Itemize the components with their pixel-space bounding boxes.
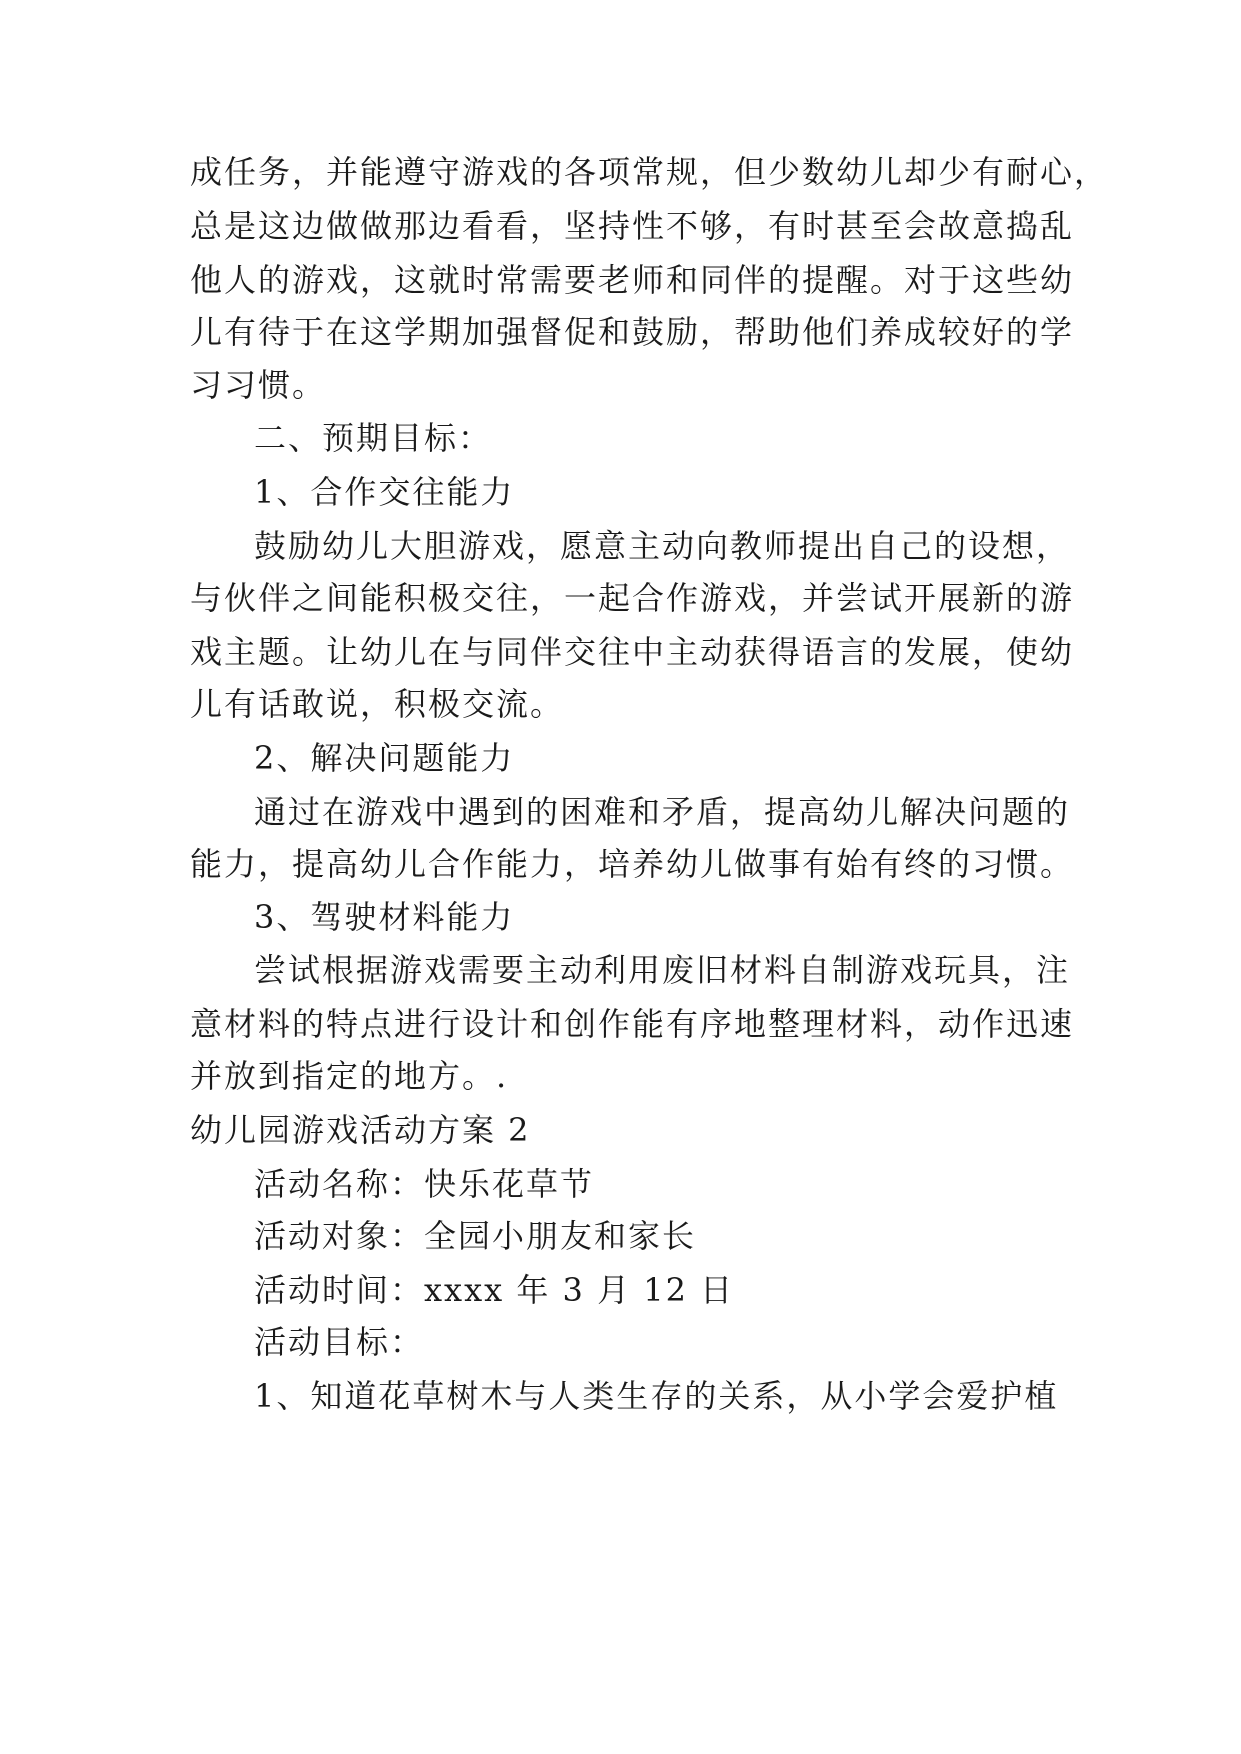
- body-text-line: 鼓励幼儿大胆游戏，愿意主动向教师提出自己的设想，: [254, 527, 1071, 565]
- body-text-line: 与伙伴之间能积极交往，一起合作游戏，并尝试开展新的游: [190, 579, 1075, 617]
- subsection-heading: 2、解决问题能力: [254, 739, 515, 777]
- body-text-line: 习习惯。: [190, 366, 327, 404]
- activity-audience: 活动对象：全园小朋友和家长: [254, 1217, 697, 1255]
- body-text-line: 尝试根据游戏需要主动利用废旧材料自制游戏玩具，注: [254, 951, 1071, 989]
- body-text-line: 意材料的特点进行设计和创作能有序地整理材料，动作迅速: [190, 1005, 1075, 1043]
- body-text-line: 成任务，并能遵守游戏的各项常规，但少数幼儿却少有耐心，: [190, 153, 1109, 191]
- activity-time: 活动时间：xxxx 年 3 月 12 日: [254, 1271, 735, 1309]
- body-text-line: 儿有待于在这学期加强督促和鼓励，帮助他们养成较好的学: [190, 313, 1075, 351]
- subsection-heading: 1、合作交往能力: [254, 473, 515, 511]
- body-text-line: 儿有话敢说，积极交流。: [190, 685, 565, 723]
- section-heading: 二、预期目标：: [254, 419, 493, 457]
- document-title: 幼儿园游戏活动方案 2: [190, 1111, 531, 1149]
- activity-name: 活动名称：快乐花草节: [254, 1165, 595, 1203]
- body-text-line: 1、知道花草树木与人类生存的关系，从小学会爱护植: [254, 1377, 1059, 1415]
- body-text-line: 能力，提高幼儿合作能力，培养幼儿做事有始有终的习惯。: [190, 845, 1075, 883]
- activity-goals-heading: 活动目标：: [254, 1323, 425, 1361]
- body-text-line: 总是这边做做那边看看，坚持性不够，有时甚至会故意捣乱: [190, 207, 1075, 245]
- subsection-heading: 3、驾驶材料能力: [254, 898, 515, 936]
- body-text-line: 戏主题。让幼儿在与同伴交往中主动获得语言的发展，使幼: [190, 633, 1075, 671]
- body-text-line: 通过在游戏中遇到的困难和矛盾，提高幼儿解决问题的: [254, 793, 1071, 831]
- body-text-line: 并放到指定的地方。.: [190, 1057, 509, 1095]
- body-text-line: 他人的游戏，这就时常需要老师和同伴的提醒。对于这些幼: [190, 261, 1075, 299]
